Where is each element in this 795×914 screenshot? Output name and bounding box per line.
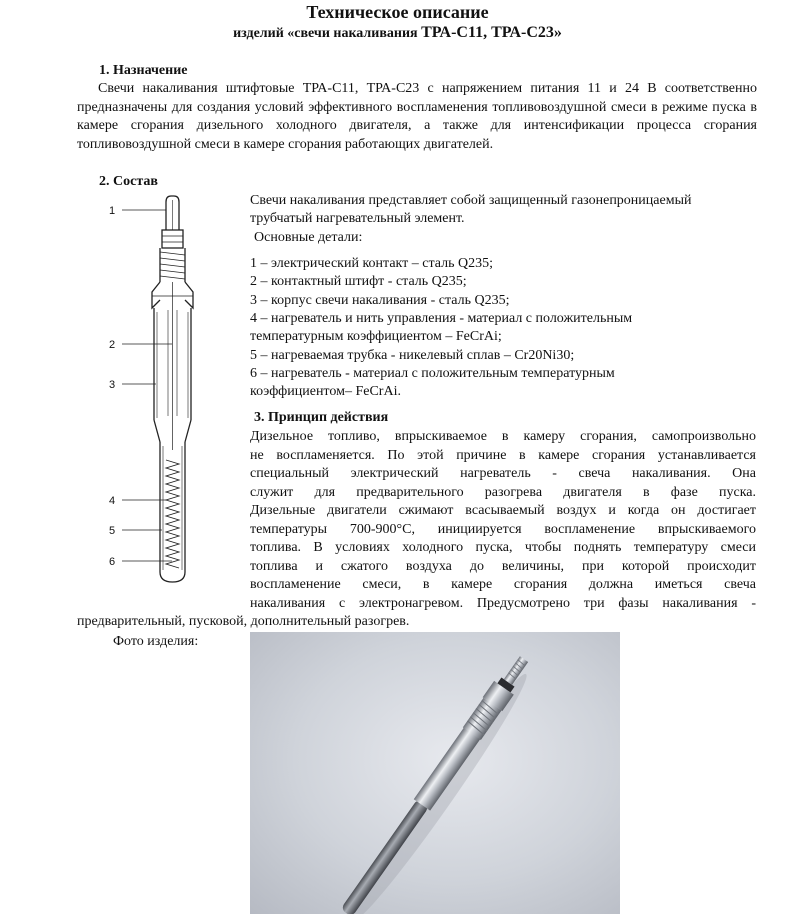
composition-intro-line-2: трубчатый нагревательный элемент. — [250, 211, 465, 226]
part-item-1: 1 – электрический контакт – сталь Q235; — [250, 256, 493, 271]
subtitle-models: ТРА-С11, ТРА-С23» — [421, 24, 562, 41]
principle-line-1: Дизельное топливо, впрыскиваемое в камеру сгорания, самопроизвольно — [250, 429, 756, 444]
photo-label: Фото изделия: — [113, 634, 199, 649]
diagram-label-6: 6 — [109, 556, 116, 568]
section-1-heading: 1. Назначение — [99, 63, 188, 78]
section-2-heading: 2. Состав — [99, 174, 158, 189]
composition-intro-line-1: Свечи накаливания представляет собой защищенный газонепроницаемый — [250, 193, 692, 208]
part-item-4: 4 – нагреватель и нить управления - материал с положительным — [250, 311, 633, 326]
diagram-label-1: 1 — [109, 205, 116, 217]
section-1-text: Свечи накаливания штифтовые ТРА-С11, ТРА-С23 с напряжением питания 11 и 24 В соответственно предназначены для создания условий эффективного воспламенения топливовоздушной смеси в режиме пуска в камере сгорания дизельного холодного двигателя, а также для интенсификации процесса сгорания топливовоздушной смеси в камере сгорания работающих двигателей. — [77, 81, 757, 152]
principle-line-8: топлива и сжатого воздуха до величины, при которой происходит — [250, 559, 756, 574]
glow-plug-photo-illustration — [250, 632, 620, 914]
part-item-5: 5 – нагреваемая трубка - никелевый сплав – Cr20Ni30; — [250, 348, 575, 363]
part-item-3: 3 – корпус свечи накаливания - сталь Q235; — [250, 293, 510, 308]
part-item-6-cont: коэффициентом– FeCrAi. — [250, 384, 401, 399]
diagram-label-3: 3 — [109, 379, 116, 391]
diagram-label-5: 5 — [109, 525, 116, 537]
part-item-2: 2 – контактный штифт - сталь Q235; — [250, 274, 467, 289]
principle-line-5: Дизельные двигатели сжимают всасываемый воздух и когда он достигает — [250, 503, 756, 518]
subtitle-prefix: изделий «свечи накаливания — [233, 26, 418, 41]
principle-line-6: температуры 700-900°С, инициируется воспламенение впрыскиваемого — [250, 522, 756, 537]
diagram-label-4: 4 — [109, 495, 116, 507]
product-photo — [250, 632, 620, 914]
page-title: Техническое описание — [306, 2, 489, 22]
principle-line-10: накаливания с электронагревом. Предусмотрено три фазы накаливания - — [250, 596, 756, 611]
principle-line-9: воспламенение смеси, в камере сгорания должна иметься свеча — [250, 577, 756, 592]
parts-label: Основные детали: — [254, 230, 363, 245]
principle-line-7: топлива. В условиях холодного пуска, чтобы поднять температуру смеси — [250, 540, 756, 555]
section-3-heading: 3. Принцип действия — [254, 410, 389, 425]
principle-line-2: не воспламеняется. По этой причине в камере сгорания устанавливается — [250, 448, 756, 463]
principle-line-11: предварительный, пусковой, дополнительный разогрев. — [77, 614, 410, 629]
part-item-4-cont: температурным коэффициентом – FeCrAi; — [250, 329, 502, 344]
diagram-label-2: 2 — [109, 339, 116, 351]
part-item-6: 6 – нагреватель - материал с положительным температурным — [250, 366, 615, 381]
glow-plug-diagram — [100, 190, 215, 590]
page-subtitle — [0, 24, 795, 42]
principle-line-4: служит для предварительного разогрева двигателя в фазе пуска. — [250, 485, 756, 500]
principle-line-3: специальный электрический нагреватель - свеча накаливания. Она — [250, 466, 756, 481]
